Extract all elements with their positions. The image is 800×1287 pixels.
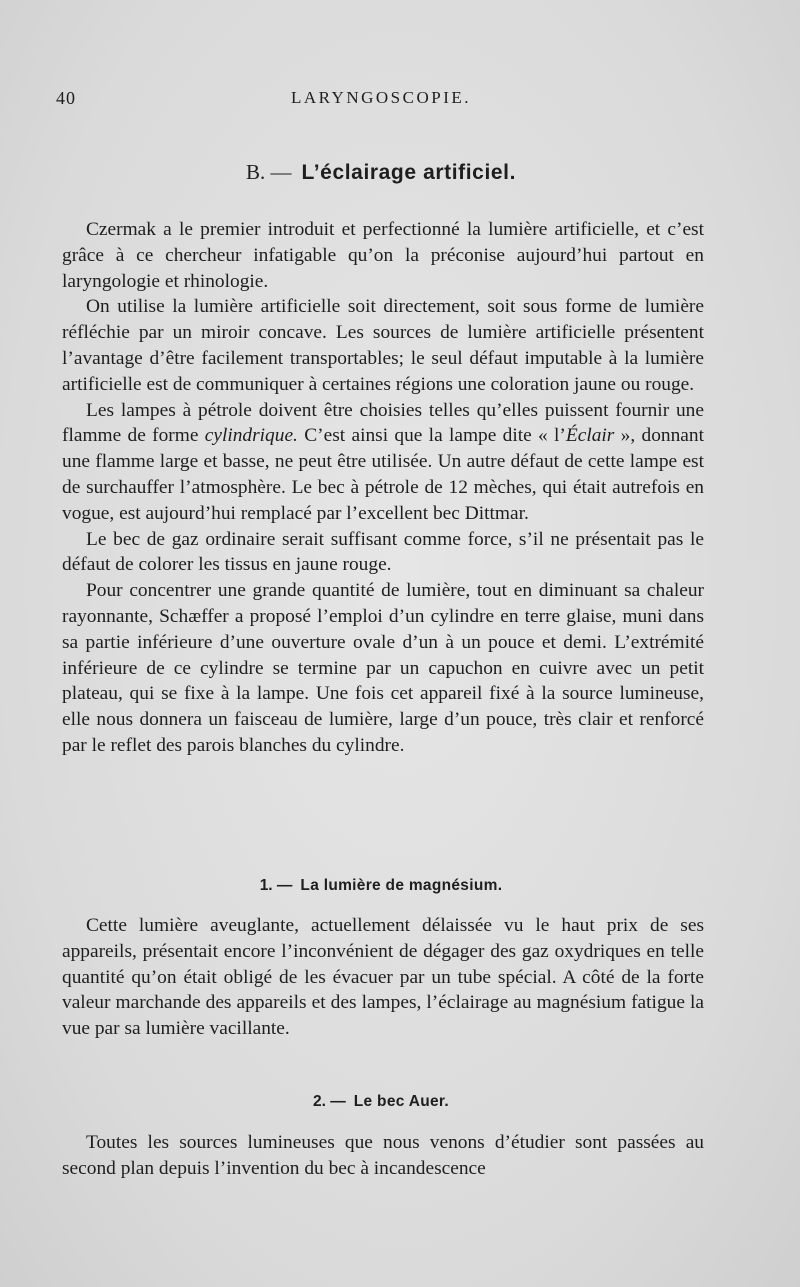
running-head (56, 88, 706, 112)
lamp-text-cylindrique: cylindrique. (204, 425, 298, 447)
paragraph-magnesium: Cette lumière aveuglante, actuellement délaissée vu le haut prix de ses appareils, présentait encore l’inconvénient de dégager des gaz oxydriques en telle quantité qu’on était obligé de les évacuer par un tube spécial. A côté de la forte valeur marchande des appareils et des lampes, l’éclairage au magnésium fatigue la vue par sa lumière vacillante. (62, 915, 704, 1040)
subsection-heading-magnesium (56, 877, 706, 895)
paragraph-czermak: Czermak a le premier introduit et perfectionné la lumière artificielle, et c’est grâce à ce chercheur infatigable qu’on la préconise aujourd’hui partout en laryngologie et rhinologie. (62, 219, 704, 292)
lamp-text-1: Les lampes à pétrole doivent être choisies telles qu’elles puissent fournir une flamme de forme (62, 399, 704, 447)
paragraph-light-sources: On utilise la lumière artificielle soit directement, soit sous forme de lumière réfléchie par un miroir concave. Les sources de lumière artificielle présentent l’avantage d’être facilement transportables; le seul défaut imputable à la lumière artificielle est de communiquer à certaines régions une coloration jaune ou rouge. (62, 296, 704, 395)
subsection-title: La lumière de magnésium. (300, 877, 503, 894)
subsection-number: 1. — (259, 877, 293, 894)
subsection-body-auer (62, 1130, 704, 1182)
section-letter: B. — (245, 160, 292, 184)
lamp-text-eclair: Éclair (565, 425, 615, 447)
subsection-number: 2. — (313, 1093, 346, 1110)
paragraph-petrol-lamps (62, 398, 704, 527)
section-title: L’éclairage artificiel. (301, 161, 517, 184)
paragraph-schaeffer: Pour concentrer une grande quantité de lumière, tout en diminuant sa chaleur rayonnante, Schæffer a proposé l’emploi d’un cylindre en terre glaise, muni dans sa partie inférieure d’une ouverture ovale d’un à un pouce et demi. L’extrémité inférieure de ce cylindre se termine par un capuchon en cuivre avec un petit plateau, qui se fixe à la lampe. Une fois cet appareil fixé à la source lumineuse, elle nous donnera un faisceau de lumière, large d’un pouce, très clair et renforcé par le reflet des parois blanches du cylindre. (62, 580, 704, 756)
section-heading (56, 160, 706, 185)
paragraph-auer: Toutes les sources lumineuses que nous venons d’étudier sont passées au second plan depuis l’invention du bec à incandescence (62, 1132, 704, 1179)
subsection-heading-auer (56, 1093, 706, 1111)
running-title: LARYNGOSCOPIE. (291, 88, 471, 107)
lamp-text-3: », donnant une flamme large et basse, ne peut être utilisée. Un autre défaut de cette lampe est de surchauffer l’atmosphère. Le bec à pétrole de 12 mèches, qui était autrefois en vogue, est aujourd’hui remplacé par l’excellent bec Dittmar. (62, 425, 704, 524)
section-body (62, 217, 704, 759)
subsection-title: Le bec Auer. (353, 1093, 449, 1110)
page-number: 40 (56, 88, 76, 108)
paragraph-gas-burner: Le bec de gaz ordinaire serait suffisant comme force, s’il ne présentait pas le défaut de colorer les tissus en jaune rouge. (62, 528, 704, 576)
lamp-text-2: C’est ainsi que la lampe dite « l’ (304, 425, 566, 447)
subsection-body-magnesium (62, 913, 704, 1042)
